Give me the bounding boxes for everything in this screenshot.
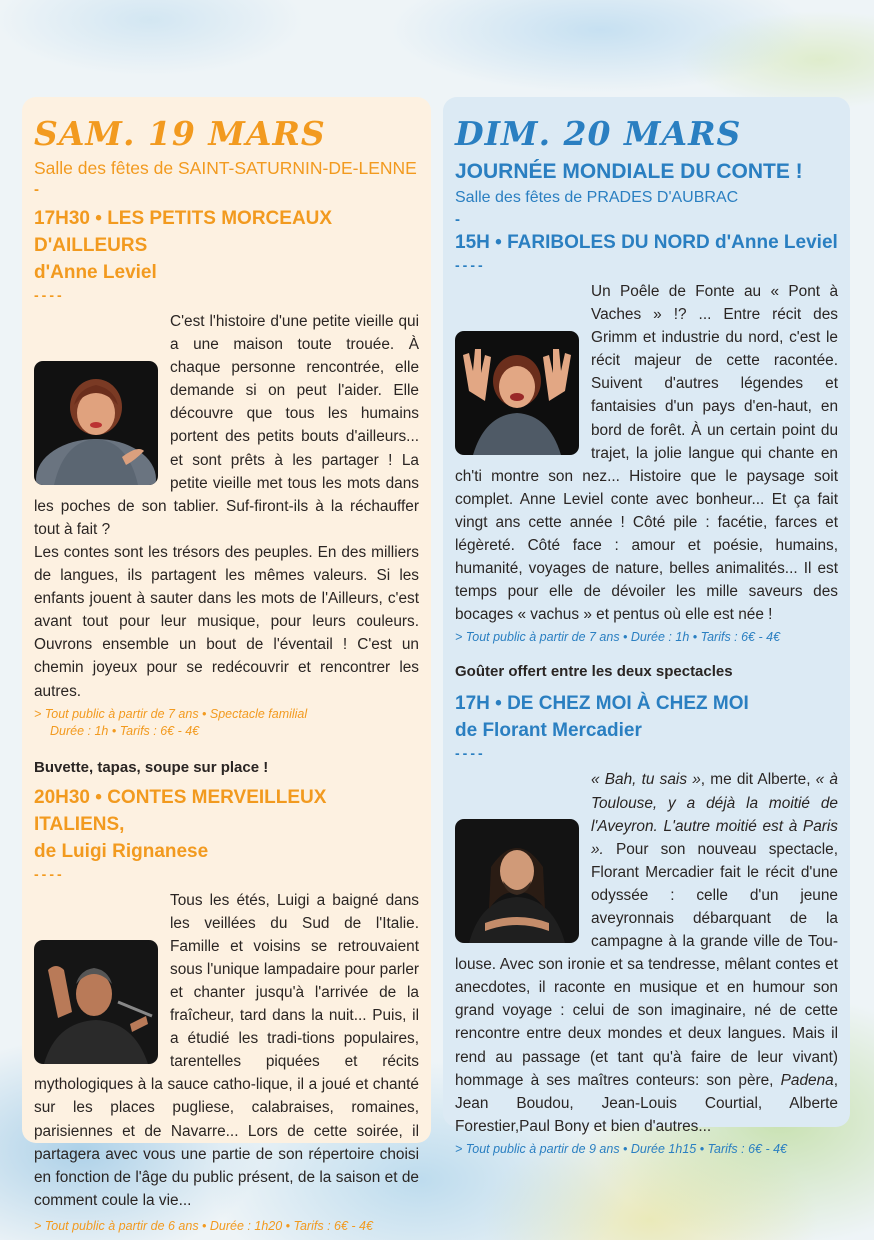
show-time-title: 17H30 • LES PETITS MORCEAUX D'AILLEURS: [34, 208, 333, 256]
text-1: , me dit Alberte,: [700, 771, 816, 789]
separator: ----: [455, 257, 486, 273]
saturday-card: [22, 97, 431, 1233]
florant-mercadier-photo: [455, 819, 579, 943]
storyteller-photo-icon: [34, 361, 158, 485]
show-info: > Tout public à partir de 7 ans • Durée : 1h • Tarifs : 6€ - 4€: [455, 630, 781, 645]
show-description-fariboles: [455, 280, 838, 626]
anne-leviel-photo: [455, 331, 579, 455]
show-title-chez-moi: [455, 690, 838, 744]
description-part-1: C'est l'histoire d'une petite vieille qui a une maison toute trouée. À chaque personne rencontrée, elle demande si on peut l'aider. Elle découvre que tous les humains portent des petits bouts d'ailleurs... et sont prêts à les partager ! La petite vieille met tous les mots dans les poches de son tablier. Suf-firont-ils à la réchauffer tout à fait ?: [34, 313, 419, 538]
sunday-dash: -: [455, 211, 460, 228]
show-title-fariboles: [455, 229, 838, 256]
padena: Padena: [780, 1071, 834, 1089]
show-info: > Tout public à partir de 9 ans • Durée 1h15 • Tarifs : 6€ - 4€: [455, 1141, 787, 1156]
sunday-card: [443, 97, 850, 1156]
show-description-contes-italiens: [34, 889, 419, 1212]
snack-note: Goûter offert entre les deux spectacles: [455, 663, 733, 681]
separator: ----: [34, 287, 65, 303]
festival-title: JOURNÉE MONDIALE DU CONTE !: [455, 160, 803, 183]
saturday-venue: Salle des fêtes de SAINT-SATURNIN-DE-LENNE: [34, 158, 417, 178]
sunday-date: DIM. 20 MARS: [455, 114, 742, 153]
description-part-2: Les contes sont les trésors des peuples. En des milliers de langues, ils partagent les mêmes valeurs. Si les enfants jouent à sauter dans les mots de l'Ailleurs, c'est avant tout pour leur musique, pour leurs couleurs. Ouvrons ensemble un bout de l'éventail ! C'est un chemin joyeux pour se redécouvrir et rencontrer les autres.: [34, 543, 419, 700]
description: Un Poêle de Fonte au « Pont à Vaches » !? ... Entre récit des Grimm et industrie du nord, c'est le récit majeur de cette racontée. Suivent d'autres légendes et fantaisies d'un pays d'en-haut, en bord de forêt. À un certain point du trajet, la jolie langue qui chante en ch'ti montre son nez... Histoire que le paysage soit complet. Anne Leviel conte avec bonheur... Et ça fait vingt ans cette année ! Côté pile : facétie, farces et légèreté. Côté face : amour et poésie, humains, humanité, voyages de nature, belles animalités... Il est temps pour elle de dévoiler les mille saveurs des bocages « vachus » et pentus où elle est née !: [455, 283, 838, 624]
anne-leviel-photo: [34, 361, 158, 485]
show-description-petits-morceaux: [34, 310, 419, 703]
show-author: d'Anne Leviel: [715, 232, 838, 253]
show-author: de Luigi Rignanese: [34, 840, 209, 862]
storyteller-photo-icon: [455, 331, 579, 455]
text-2: Pour son nouveau spectacle, Florant Mercadier fait le récit d'une odyssée : celle d'un jeune aveyronnais débarquant de la campagne à la grande ville de Tou-louse. Avec son ironie et sa tendresse, mêlant contes et anecdotes, il raconte en musique et en humour son grand voyage : celui de son imaginaire, né de cette rencontre entre deux mondes et deux langues. Mais il rend au passage (et tant qu'à faire de leur vivant) hommage à ses maîtres conteurs: son père,: [455, 840, 838, 1089]
show-info: > Tout public à partir de 6 ans • Durée : 1h20 • Tarifs : 6€ - 4€: [34, 1218, 373, 1233]
saturday-dash: -: [34, 181, 39, 198]
separator: ----: [455, 745, 486, 762]
show-info-duration: Durée : 1h • Tarifs : 6€ - 4€: [50, 723, 200, 738]
storyteller-photo-icon: [455, 819, 579, 943]
show-title-petits-morceaux: [34, 205, 419, 286]
show-description-chez-moi: [455, 768, 838, 1138]
quote-2: « à Toulouse, y a déjà la moitié de l'Aveyron. L'autre moitié est à Paris ».: [591, 771, 838, 858]
storyteller-photo-icon: [34, 940, 158, 1064]
description: Tous les étés, Luigi a baigné dans les veillées du Sud de l'Italie. Famille et voisins se retrouvaient sous l'unique lampadaire pour parler et chanter jusqu'à l'arrivée de la fraîcheur, tard dans la nuit... Puis, il a étudié les tradi-tions populaires, tarentelles piquées et récits mythologiques à la sauce catho-lique, il a joué et chanté sur les places pugliese, calabraises, romaines, parisiennes et de Navarre... Lors de cette soirée, il partagera avec vous une partie de son répertoire choisi en fonction de l'âge du public présent, de la saison et de comment coule la vie...: [34, 891, 419, 1209]
luigi-rignanese-photo: [34, 940, 158, 1064]
show-title-contes-italiens: [34, 784, 419, 865]
show-author: de Florant Mercadier: [455, 720, 642, 742]
separator: ----: [34, 865, 65, 882]
quote-1: « Bah, tu sais »: [591, 771, 701, 789]
show-time-title: 15H • FARIBOLES DU NORD: [455, 232, 710, 253]
saturday-date: SAM. 19 MARS: [34, 114, 326, 153]
show-time-title: 20H30 • CONTES MERVEILLEUX ITALIENS,: [34, 786, 327, 835]
show-author: d'Anne Leviel: [34, 262, 157, 283]
sunday-venue: Salle des fêtes de PRADES D'AUBRAC: [455, 189, 739, 206]
text-3: , Jean Boudou, Jean-Louis Courtial, Alberte Forestier,Paul Bony et bien d'autres...: [455, 1071, 838, 1135]
food-note: Buvette, tapas, soupe sur place !: [34, 758, 269, 776]
show-info: > Tout public à partir de 7 ans • Spectacle familial: [34, 706, 308, 721]
show-time-title: 17H • DE CHEZ MOI À CHEZ MOI: [455, 693, 749, 715]
